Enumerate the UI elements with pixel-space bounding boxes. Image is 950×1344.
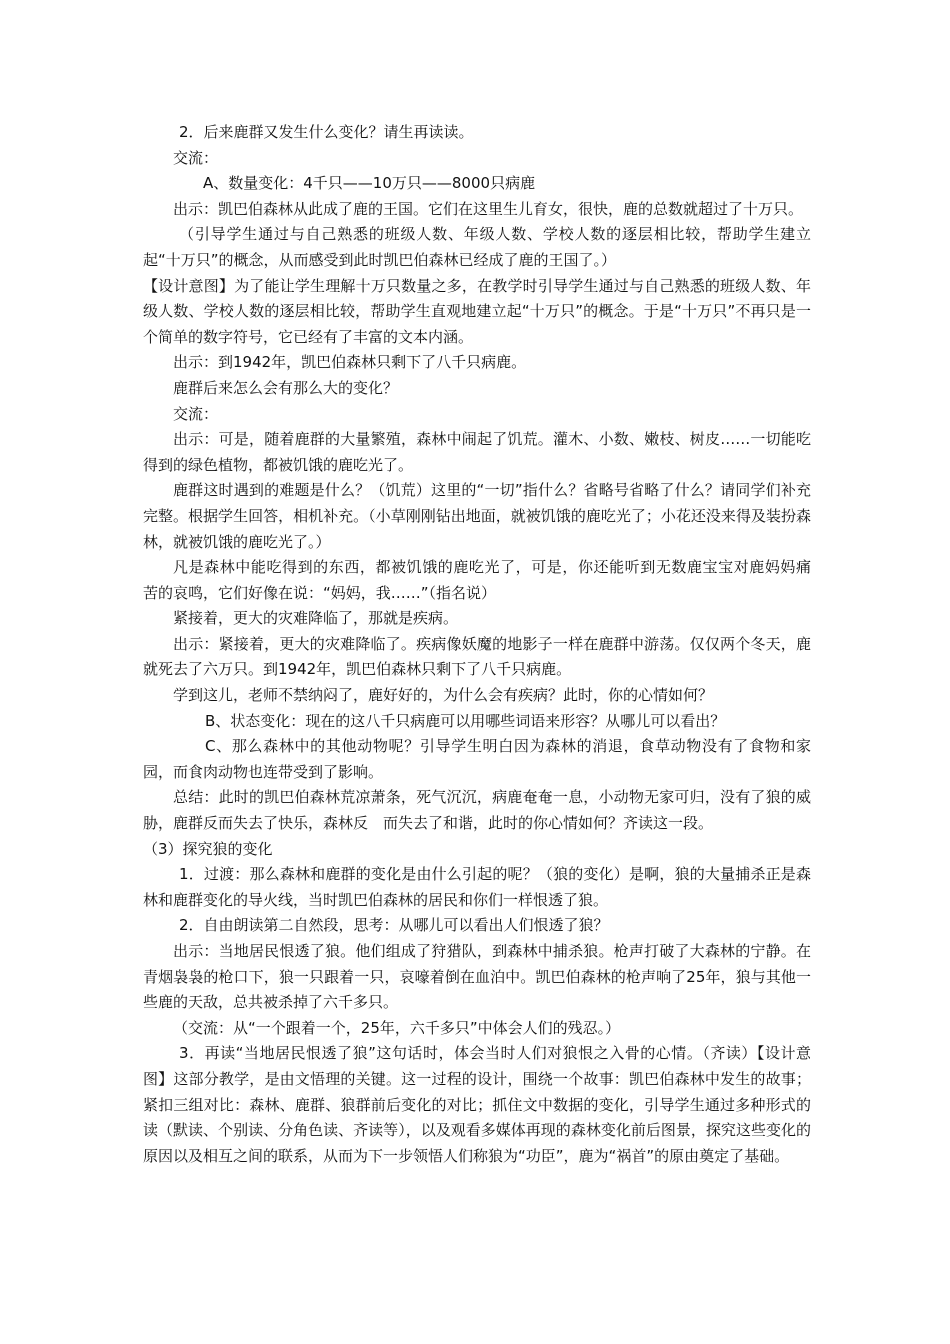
paragraph-20: 1．过渡：那么森林和鹿群的变化是由什么引起的呢？（狼的变化）是啊，狼的大量捕杀正是森林和鹿群变化的导火线，当时凯巴伯森林的居民和你们一样恨透了狼。 (143, 865, 811, 909)
paragraph-22: 出示：当地居民恨透了狼。他们组成了狩猎队，到森林中捕杀狼。枪声打破了大森林的宁静。在青烟袅袅的枪口下，狼一只跟着一只，哀嚎着倒在血泊中。凯巴伯森林的枪声响了25年，狼与其他一些鹿的天敌，总共被杀掉了六千多只。 (143, 942, 811, 1012)
paragraph-7: 出示：到1942年，凯巴伯森林只剩下了八千只病鹿。 (173, 353, 527, 372)
paragraph-12: 凡是森林中能吃得到的东西，都被饥饿的鹿吃光了，可是，你还能听到无数鹿宝宝对鹿妈妈痛 苦的哀鸣，它们好像在说：“妈妈，我……”（指名说） (143, 558, 842, 602)
paragraph-17: C、那么森林中的其他动物呢？引导学生明白因为森林的消退，食草动物没有了食物和家园，而食肉动物也连带受到了影响。 (143, 737, 811, 781)
paragraph-5: （引导学生通过与自己熟悉的班级人数、年级人数、学校人数的逐层相比较，帮助学生建立起“十万只”的概念，从而感受到此时凯巴伯森林已经成了鹿的王国了。） (143, 225, 811, 269)
section-heading-wolf: （3）探究狼的变化 (143, 839, 273, 858)
paragraph-4: 出示：凯巴伯森林从此成了鹿的王国。它们在这里生儿育女，很快，鹿的总数就超过了十万只。 (173, 199, 804, 218)
paragraph-13: 紧接着，更大的灾难降临了，那就是疾病。 (173, 609, 459, 628)
document-body (143, 120, 842, 1169)
paragraph-16: B、状态变化：现在的这八千只病鹿可以用哪些词语来形容？从哪儿可以看出？ (205, 711, 726, 730)
paragraph-3: A、数量变化：4千只——10万只——8000只病鹿 (203, 174, 536, 193)
paragraph-21: 2．自由朗读第二自然段，思考：从哪儿可以看出人们恨透了狼？ (179, 916, 609, 935)
paragraph-10: 出示：可是，随着鹿群的大量繁殖，森林中闹起了饥荒。灌木、小数、嫩枝、树皮……一切能吃得到的绿色植物，都被饥饿的鹿吃光了。 (143, 430, 811, 474)
paragraph-23: （交流：从“一个跟着一个，25年，六千多只”中体会人们的残忍。） (173, 1018, 621, 1037)
paragraph-9: 交流： (173, 404, 219, 423)
paragraph-8: 鹿群后来怎么会有那么大的变化？ (173, 378, 399, 397)
paragraph-15: 学到这儿，老师不禁纳闷了，鹿好好的，为什么会有疾病？此时，你的心情如何？ (173, 686, 714, 705)
paragraph-11: 鹿群这时遇到的难题是什么？（饥荒）这里的“一切”指什么？省略号省略了什么？请同学们补充完整。根据学生回答，相机补充。（小草刚刚钻出地面，就被饥饿的鹿吃光了；小花还没来得及装扮森林，就被饥饿的鹿吃光了。） (143, 481, 811, 551)
paragraph-6: 【设计意图】为了能让学生理解十万只数量之多，在教学时引导学生通过与自己熟悉的班级人数、年级人数、学校人数的逐层相比较，帮助学生直观地建立起“十万只”的概念。于是“十万只”不再只是一个简单的数字符号，它已经有了丰富的文本内涵。 (143, 276, 811, 346)
paragraph-2: 交流： (173, 148, 219, 167)
paragraph-18: 总结：此时的凯巴伯森林荒凉萧条，死气沉沉，病鹿奄奄一息，小动物无家可归，没有了狼的威胁，鹿群反而失去了快乐，森林反 而失去了和谐，此时的你心情如何？齐读这一段。 (143, 788, 811, 833)
paragraph-14: 出示：紧接着，更大的灾难降临了。疾病像妖魔的地影子一样在鹿群中游荡。仅仅两个冬天，鹿就死去了六万只。到1942年，凯巴伯森林只剩下了八千只病鹿。 (143, 634, 811, 679)
paragraph-1: 2．后来鹿群又发生什么变化？请生再读读。 (179, 123, 474, 141)
paragraph-24: 3．再读“当地居民恨透了狼”这句话时，体会当时人们对狼恨之入骨的心情。（齐读）【设计意图】这部分教学，是由文悟理的关键。这一过程的设计，围绕一个故事：凯巴伯森林中发生的故事；紧扣三组对比：森林、鹿群、狼群前后变化的对比；抓住文中数据的变化，引导学生通过多种形式的读（默读、个别读、分角色读、齐读等），以及观看多媒体再现的森林变化前后图景，探究这些变化的原因以及相互之间的联系，从而为下一步领悟人们称狼为“功臣”，鹿为“祸首”的原由奠定了基础。 (143, 1044, 811, 1165)
